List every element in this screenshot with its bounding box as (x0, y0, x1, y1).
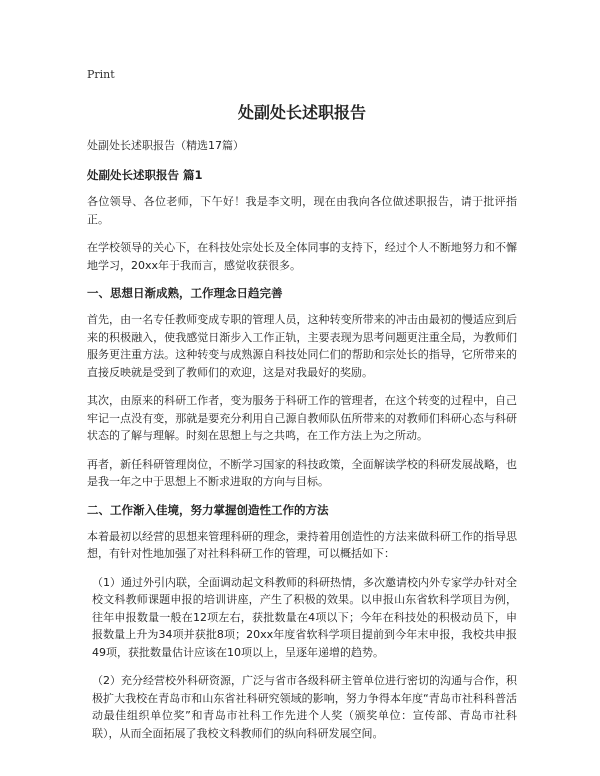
paragraph-greeting: 各位领导、各位老师，下午好！我是李文明，现在由我向各位做述职报告，请于批评指正。 (87, 195, 517, 226)
paragraph-intro: 在学校领导的关心下，在科技处宗处长及全体同事的支持下，经过个人不断地努力和不懈地学习，20xx年于我而言，感觉收获很多。 (87, 241, 517, 272)
paragraph-method: 本着最初以经营的思想来管理科研的理念，秉持着用创造性的方法来做科研工作的指导思想，有针对性地加强了对社科科研工作的管理，可以概括如下： (87, 529, 517, 560)
print-link[interactable]: Print (87, 68, 115, 81)
heading-2: 二、工作渐入佳境，努力掌握创造性工作的方法 (87, 502, 329, 517)
paragraph-second: 其次，由原来的科研工作者，变为服务于科研工作的管理者，在这个转变的过程中，自己牢记一点没有变，那就是要充分利用自己源自教师队伍所带来的对教师们科研心态与科研状态的了解与理解。时刻在思想上与之共鸣，在工作方法上为之所动。 (87, 394, 517, 442)
document-subtitle: 处副处长述职报告（精选17篇） (87, 139, 244, 152)
heading-1: 一、思想日渐成熟，工作理念日趋完善 (87, 286, 283, 300)
section-title: 处副处长述职报告 篇1 (87, 168, 203, 182)
document-page (87, 68, 517, 753)
paragraph-third: 再者，新任科研管理岗位，不断学习国家的科技政策，全面解读学校的科研发展战略，也是我一年之中于思想上不断求进取的方向与目标。 (87, 457, 517, 488)
document-title: 处副处长述职报告 (237, 103, 366, 122)
paragraph-item-2: （2）充分经营校外科研资源，广泛与省市各级科研主管单位进行密切的沟通与合作，积极扩大我校在青岛市和山东省社科研究领域的影响，努力争得本年度“青岛市社科科普活动最佳组织单位奖”和青岛市社科工作先进个人奖（颁奖单位：宣传部、青岛市社科联），从而全面拓展了我校文科教师们的纵向科研发展空间。 (92, 674, 517, 740)
paragraph-item-1: （1）通过外引内联，全面调动起文科教师的科研热情，多次邀请校内外专家学办针对全校文科教师课题申报的培训讲座，产生了积极的效果。以申报山东省软科学项目为例，往年申报数量一般在12项左右，获批数量在4项以下；今年在科技处的积极动员下，申报数量上升为34项并获批8项；20xx年度省软科学项目提前到今年末申报，我校共申报49项，获批数量估计应该在10项以上，呈逐年递增的趋势。 (92, 575, 517, 659)
paragraph-first: 首先，由一名专任教师变成专职的管理人员，这种转变所带来的冲击由最初的慢适应到后来的积极融入，使我感觉日渐步入工作正轨，主要表现为思考问题更注重全局，为教师们服务更注重方法。这种转变与成熟源自科技处同仁们的帮助和宗处长的指导，它所带来的直接反映就是受到了教师们的欢迎，这是对我最好的奖励。 (87, 313, 517, 379)
